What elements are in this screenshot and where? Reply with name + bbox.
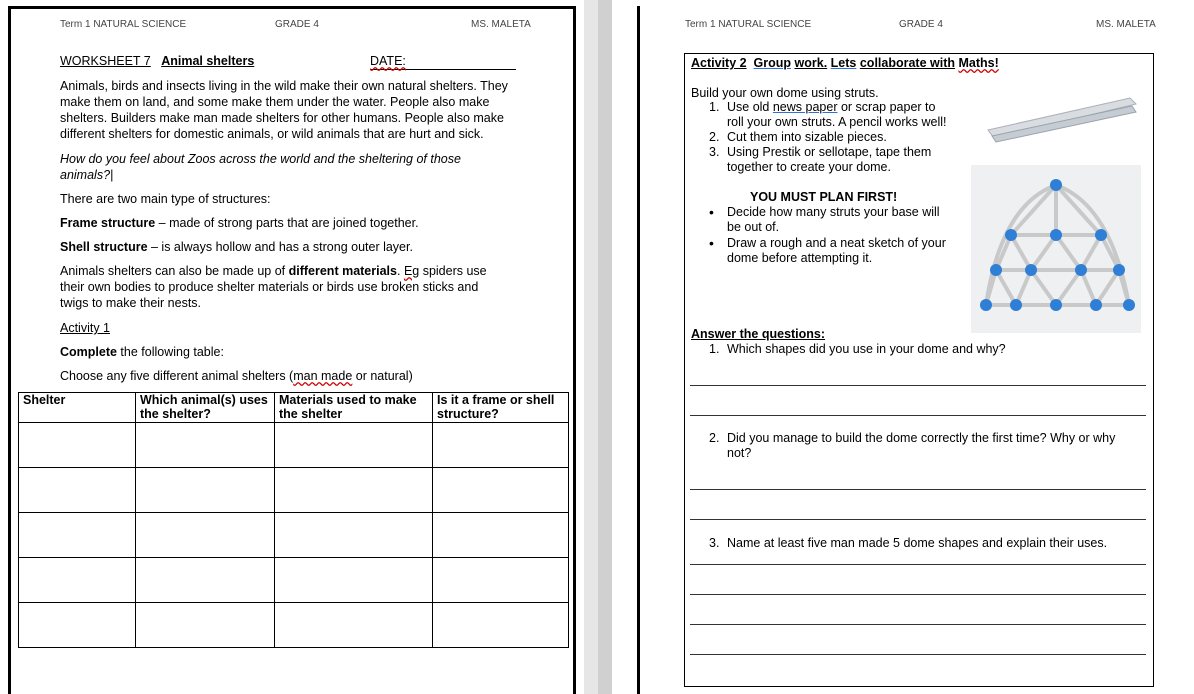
header-subject: Term 1 NATURAL SCIENCE [60,19,187,30]
answer-line[interactable] [690,624,1146,625]
table-row [19,423,569,468]
frame-desc: – made of strong parts that are joined together. [155,216,419,230]
table-cell[interactable] [275,513,433,558]
choose-instruction [60,368,413,384]
bullet-line: be out of. [727,220,780,234]
question-text: not? [727,446,752,460]
step-2 [709,130,887,145]
table-cell[interactable] [136,513,275,558]
table-row [19,468,569,513]
header-teacher: MS. MALETA [471,19,531,30]
materials-line: Animals shelters can also be made up of different materials. Eg spiders use [60,264,487,278]
bullet-line: Decide how many struts your base will [727,205,940,219]
step-line [727,100,947,115]
table-cell[interactable] [19,558,136,603]
step-text: or scrap paper to [837,100,936,114]
question-number: 1. [709,342,720,356]
choose-post: or natural) [352,369,413,383]
question-text: Did you manage to build the dome correctly the first time? Why or why [727,431,1116,445]
materials-bold: different materials [288,264,397,278]
materials-line: their own bodies to produce shelter materials or birds use broken sticks and [60,280,479,294]
worksheet-page-1 [0,0,584,694]
bullet-line: dome before attempting it. [727,251,873,265]
table-cell[interactable] [275,558,433,603]
header-teacher: MS. MALETA [1096,19,1156,30]
frame-term: Frame structure [60,216,156,230]
bullet-dot: • [709,235,714,251]
answer-line[interactable] [690,564,1146,565]
table-cell[interactable] [275,468,433,513]
answer-line[interactable] [690,654,1146,655]
step-number: 2. [709,130,720,144]
table-header-cell: Materials used to make the shelter [275,393,433,423]
question-2 [709,431,1116,461]
question-text: Name at least five man made 5 dome shapes and explain their uses. [727,536,1108,550]
page-gutter [598,0,612,694]
collab-words: collaborate with [859,56,956,70]
step-3 [709,145,932,175]
answer-line[interactable] [690,594,1146,595]
table-cell[interactable] [136,423,275,468]
page-border-right [573,6,576,694]
answer-line[interactable] [690,415,1146,416]
intro-paragraph [60,78,560,142]
choose-pre: Choose any five different animal shelters ( [60,369,294,383]
header-grade: GRADE 4 [275,19,319,30]
table-row [19,603,569,648]
maths-word: Maths! [958,56,999,70]
table-cell[interactable] [19,603,136,648]
answer-line[interactable] [690,519,1146,520]
table-cell[interactable] [19,468,136,513]
materials-line: twigs to make their nests. [60,296,202,310]
activity-2-label: Activity 2 [691,56,747,70]
structures-intro: There are two main type of structures: [60,192,271,206]
step-number: 3. [709,145,720,159]
complete-rest: the following table: [116,345,224,359]
step-line: Using Prestik or sellotape, tape them [727,145,932,159]
table-row [19,513,569,558]
table-cell[interactable] [136,468,275,513]
question-number: 3. [709,536,720,550]
shelter-table [18,392,569,648]
frame-structure-definition [60,215,419,231]
question-line: animals?| [60,168,114,182]
shell-term: Shell structure [60,240,148,254]
step-1 [709,100,947,130]
table-cell[interactable] [19,513,136,558]
table-header-cell: Shelter [19,393,136,423]
table-header-row [19,393,569,423]
build-instruction: Build your own dome using struts. [691,86,879,100]
work-word: work. [794,56,828,70]
table-header-cell: Is it a frame or shell structure? [433,393,569,423]
bullet-item [709,204,940,235]
table-cell[interactable] [136,603,275,648]
shell-structure-definition [60,239,413,255]
table-cell[interactable] [433,423,569,468]
zoo-question [60,151,560,183]
news-paper-text: news paper [772,100,838,114]
step-line: roll your own struts. A pencil works well! [727,115,947,129]
bullet-item [709,235,946,266]
intro-line: different shelters for domestic animals, or wild animals that are hurt and sick. [60,127,484,141]
table-cell[interactable] [433,513,569,558]
intro-line: make them on land, and some make them under the water. People also make [60,95,490,109]
step-number: 1. [709,100,720,114]
table-cell[interactable] [136,558,275,603]
materials-eg: Eg [403,264,420,278]
page-border-left [8,6,11,694]
bullet-dot: • [709,204,714,220]
materials-rest: spiders use [419,264,487,278]
table-cell[interactable] [433,468,569,513]
table-row [19,558,569,603]
answer-line[interactable] [690,385,1146,386]
choose-manmade: man made [293,369,353,383]
table-cell[interactable] [275,423,433,468]
question-1 [709,342,1006,357]
bullet-line: Draw a rough and a neat sketch of your [727,236,946,250]
materials-paragraph [60,263,560,311]
table-cell[interactable] [433,603,569,648]
complete-instruction [60,344,224,360]
activity-1-heading: Activity 1 [60,321,111,335]
header-grade: GRADE 4 [899,19,943,30]
worksheet-title [60,53,254,69]
lets-word: Lets [830,56,857,70]
question-line: How do you feel about Zoos across the world and the sheltering of those [60,152,461,166]
step-line: together to create your dome. [727,160,891,174]
materials-pre: Animals shelters can also be made up of [60,264,289,278]
table-cell[interactable] [275,603,433,648]
table-header-cell: Which animal(s) uses the shelter? [136,393,275,423]
activity-2-heading [691,55,999,71]
intro-line: Animals, birds and insects living in the wild make their own natural shelters. They [60,79,508,93]
question-number: 2. [709,431,720,445]
step-text: Use old [727,100,773,114]
worksheet-topic: Animal shelters [161,54,255,68]
header-subject: Term 1 NATURAL SCIENCE [685,19,812,30]
question-3 [709,536,1108,551]
table-cell[interactable] [433,558,569,603]
worksheet-number: WORKSHEET 7 [60,54,151,68]
date-label: DATE: [370,54,406,68]
page2-border-left [637,6,640,694]
complete-bold: Complete [60,345,117,359]
paper-struts-icon [980,90,1140,150]
question-text: Which shapes did you use in your dome and why? [727,342,1006,356]
group-word: Group [753,56,792,70]
intro-line: shelters. Builders make man made shelters for other humans. People also make [60,111,504,125]
table-cell[interactable] [19,423,136,468]
shell-desc: – is always hollow and has a strong outer layer. [147,240,413,254]
step-line: Cut them into sizable pieces. [727,130,887,144]
answer-heading: Answer the questions: [691,327,826,341]
plan-first: YOU MUST PLAN FIRST! [750,190,898,204]
geodesic-dome-icon [971,165,1141,333]
date-field[interactable] [370,53,516,70]
answer-line[interactable] [690,489,1146,490]
page-border-top [8,6,576,9]
